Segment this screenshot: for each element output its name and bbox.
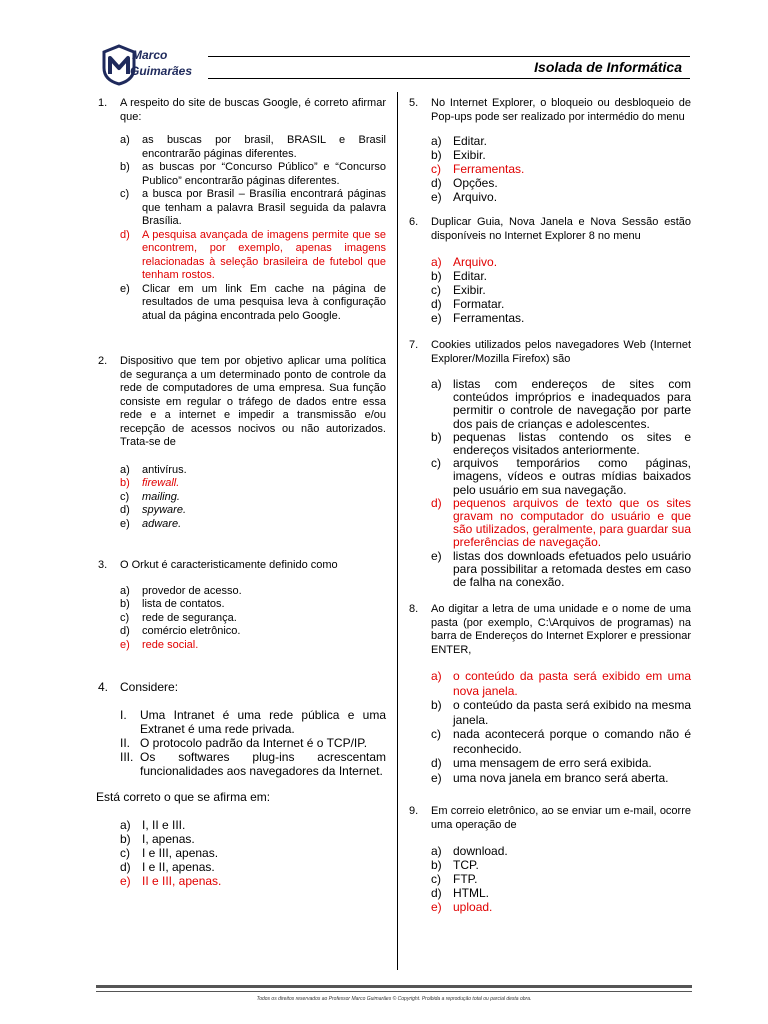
column-divider <box>397 92 398 970</box>
option-c: c) a busca por Brasil – Brasília encontrará páginas que tenham a palavra Brasil seguida da palavra Brasília. <box>120 188 386 227</box>
option-a: a) download. <box>431 844 508 859</box>
option-e-correct: e) II e III, apenas. <box>120 874 222 888</box>
question-stem: No Internet Explorer, o bloqueio ou desbloqueio de Pop-ups pode ser realizado por intermédio do menu <box>431 97 691 123</box>
question-stem: O Orkut é caracteristicamente definido como <box>120 559 338 571</box>
option-c: c) I e III, apenas. <box>120 846 219 860</box>
options-list <box>120 134 386 323</box>
option-b: b) I, apenas. <box>120 832 195 846</box>
question-1 <box>96 97 386 323</box>
option-b: b) pequenas listas contendo os sites e endereços visitados anteriormente. <box>431 429 691 458</box>
option-c: c) mailing. <box>120 490 180 503</box>
question-8 <box>407 603 691 785</box>
left-column <box>96 97 386 888</box>
statement-1: I. Uma Intranet é uma rede pública e uma Extranet é uma rede privada. <box>120 708 386 736</box>
question-9 <box>407 805 691 914</box>
question-stem: Em correio eletrônico, ao se enviar um e-mail, ocorre uma operação de <box>431 805 691 831</box>
page-header <box>100 40 690 90</box>
option-d: d) HTML. <box>431 886 489 901</box>
copyright-notice: Todos os direitos reservados ao Professor Marco Guimarães © Copyright. Proibida a reprodução total ou parcial desta obra. <box>256 996 532 1002</box>
question-6 <box>407 216 691 325</box>
option-a-correct: a) Arquivo. <box>431 255 498 269</box>
footer-rule-thick <box>96 985 692 988</box>
question-number: 4. <box>98 680 109 694</box>
question-5 <box>407 97 691 204</box>
options-list <box>120 464 386 532</box>
options-list <box>431 378 691 589</box>
option-e: e) Arquivo. <box>431 190 498 204</box>
option-d-correct: d) pequenos arquivos de texto que os sites gravam no computador do usuário e que são utilizados, geralmente, para guardar sua preferências de navegação. <box>431 495 691 550</box>
question-stem: A respeito do site de buscas Google, é correto afirmar que: <box>120 97 386 123</box>
question-stem: Cookies utilizados pelos navegadores Web (Internet Explorer/Mozilla Firefox) são <box>431 339 691 365</box>
option-a: a) Editar. <box>431 134 488 148</box>
option-c: c) nada acontecerá porque o comando não é reconhecido. <box>431 727 691 756</box>
statements-list <box>120 708 386 778</box>
option-d-correct: d) A pesquisa avançada de imagens permite que se encontrem, por exemplo, apenas imagens relacionadas à seleção brasileira de futebol que tenham rostos. <box>120 228 386 281</box>
option-e: e) uma nova janela em branco será aberta. <box>431 770 669 785</box>
statement-2: II. O protocolo padrão da Internet é o TCP/IP. <box>120 736 368 750</box>
option-c: c) FTP. <box>431 872 478 887</box>
logo-text-last: Guimarães <box>130 64 193 78</box>
option-d: d) spyware. <box>120 504 187 516</box>
header-rule-bottom <box>208 78 690 79</box>
page-title: Isolada de Informática <box>534 59 682 75</box>
option-c: c) rede de segurança. <box>120 611 237 624</box>
option-b: b) as buscas por “Concurso Público” e “Concurso Publico” encontrarão páginas diferentes. <box>120 161 386 187</box>
options-list <box>120 818 386 888</box>
option-e-correct: e) rede social. <box>120 638 199 651</box>
question-number: 3. <box>98 559 108 571</box>
option-e: e) Ferramentas. <box>431 311 525 325</box>
option-e-correct: e) upload. <box>431 900 493 915</box>
question-3 <box>96 559 386 652</box>
option-e: e) adware. <box>120 517 182 530</box>
question-number: 7. <box>409 339 419 351</box>
logo <box>100 40 200 90</box>
header-rule-top <box>208 56 690 57</box>
option-e: e) listas dos downloads efetuados pelo usuário para possibilitar a retomada destes em caso de falha na conexão. <box>431 548 691 590</box>
logo-text-first: Marco <box>132 48 168 62</box>
options-list <box>431 134 691 204</box>
option-c: c) arquivos temporários como páginas, imagens, vídeos e outras mídias baixados pelo usuário em sua navegação. <box>431 456 691 497</box>
option-b: b) o conteúdo da pasta será exibido na mesma janela. <box>431 698 691 727</box>
options-list <box>431 255 691 325</box>
options-list <box>431 669 691 785</box>
options-list <box>431 844 691 914</box>
question-2 <box>96 355 386 531</box>
option-e: e) Clicar em um link Em cache na página de resultados de uma pesquisa leva à configuração atual da página encontrada pelo Google. <box>120 282 386 322</box>
option-a: a) I, II e III. <box>120 818 186 832</box>
option-d: d) uma mensagem de erro será exibida. <box>431 756 652 771</box>
question-number: 2. <box>98 355 108 367</box>
option-a: a) antivírus. <box>120 463 187 476</box>
statement-3: III. Os softwares plug-ins acrescentam funcionalidades aos navegadores da Internet. <box>120 750 386 778</box>
option-a: a) provedor de acesso. <box>120 584 242 597</box>
option-c: c) Exibir. <box>431 283 486 297</box>
options-list <box>120 585 386 653</box>
option-b: b) Exibir. <box>431 148 486 162</box>
question-stem: Ao digitar a letra de uma unidade e o nome de uma pasta (por exemplo, C:\Arquivos de programas) na barra de Endereços do Internet Explorer e pressionar ENTER, <box>431 603 691 656</box>
option-d: d) Formatar. <box>431 297 505 311</box>
question-4 <box>96 680 386 888</box>
question-number: 6. <box>409 216 419 228</box>
option-b: b) Editar. <box>431 269 488 283</box>
question-7 <box>407 339 691 589</box>
option-a-correct: a) o conteúdo da pasta será exibido em uma nova janela. <box>431 669 691 698</box>
option-c-correct: c) Ferramentas. <box>431 162 525 176</box>
question-stem: Duplicar Guia, Nova Janela e Nova Sessão estão disponíveis no Internet Explorer 8 no menu <box>431 216 691 242</box>
option-b: b) TCP. <box>431 858 479 873</box>
option-d: d) I e II, apenas. <box>120 860 215 874</box>
question-stem: Dispositivo que tem por objetivo aplicar uma política de segurança a um determinado ponto de controle da rede de computadores de uma empresa. Sua função consiste em regular o tráfego de dados entre essa rede e a internet e impedir a transmissão e/ou recepção de acessos nocivos ou não autorizados. Trata-se de <box>120 355 386 448</box>
option-b: b) lista de contatos. <box>120 598 225 610</box>
option-a: a) as buscas por brasil, BRASIL e Brasil encontrarão páginas diferentes. <box>120 134 386 160</box>
option-b-correct: b) firewall. <box>120 477 180 489</box>
question-prompt: Está correto o que se afirma em: <box>96 790 271 804</box>
footer-rule-thin <box>96 991 692 992</box>
right-column <box>407 97 691 914</box>
question-number: 1. <box>98 97 108 109</box>
option-a: a) listas com endereços de sites com conteúdos impróprios e inadequados para permitir o controle de navegação por parte dos pais de crianças e adolescentes. <box>431 377 691 431</box>
question-number: 9. <box>409 805 419 818</box>
question-stem: Considere: <box>120 680 179 694</box>
option-d: d) comércio eletrônico. <box>120 625 241 637</box>
question-number: 8. <box>409 603 419 616</box>
option-d: d) Opções. <box>431 176 498 190</box>
question-number: 5. <box>409 97 419 109</box>
